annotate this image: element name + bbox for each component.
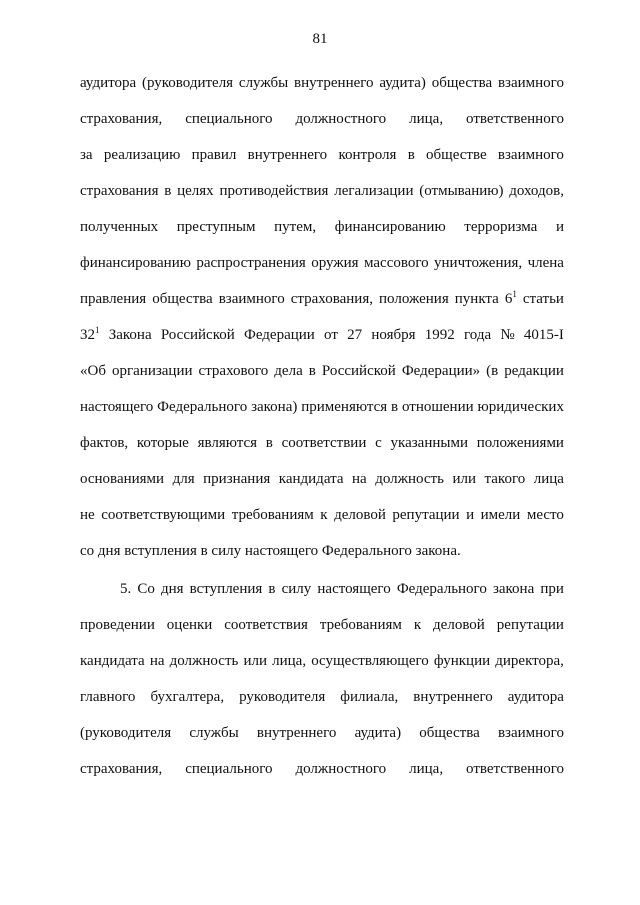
word: место [526,507,564,523]
word: общества [152,291,213,307]
word: на [352,471,367,487]
word: кандидата [80,653,145,669]
word: взаимного [497,147,564,163]
word: редакции [504,363,564,379]
word: пункта [454,291,499,307]
word: взаимного [497,725,564,741]
word: 4015-I [523,327,564,343]
word: должность [169,653,239,669]
word: имели [480,507,521,523]
word: должность [375,471,444,487]
word: 1992 [424,327,455,343]
word: правления [80,291,147,307]
word: аудита) [354,725,402,741]
word: $6^1$ [504,289,517,307]
word: и [466,507,475,523]
word: при [540,581,564,597]
word: службы [238,75,289,91]
word: 27 [347,327,363,343]
word: организации [111,363,193,379]
word: Федерального [157,399,248,415]
word: репутации [392,507,460,523]
word: специального [185,761,273,777]
word: легализации [334,183,414,199]
word: члена [527,255,564,271]
word: проведении [80,617,155,633]
word: Федерации [243,327,315,343]
word: в [268,581,276,597]
word: аудитора [80,75,137,91]
word: Российской [160,327,235,343]
text-line [80,289,564,309]
word: страхового [198,363,269,379]
word: терроризма [464,219,538,235]
word: к [320,507,328,523]
word: закона [492,581,535,597]
word: массового [364,255,429,271]
word: внутреннего [256,725,337,741]
word: филиала, [340,689,399,705]
text-line [80,217,564,237]
text-line [80,325,564,345]
word: страхования [80,183,159,199]
text-line [80,361,564,381]
word: к [413,617,422,633]
word: финансированию [80,255,191,271]
text-line [80,579,564,599]
word: бухгалтера, [150,689,225,705]
word: применяются [301,399,388,415]
word: обществе [426,147,487,163]
text-line [80,253,564,273]
word: от [324,327,338,343]
word: ответственного [466,761,564,777]
word: вступления [189,581,263,597]
word: осуществляющего [311,653,429,669]
text-line [80,759,564,779]
word: деловой [433,617,485,633]
word: преступным [176,219,256,235]
word: статьи [522,291,564,307]
word: правил [191,147,237,163]
word: юридических [477,399,564,415]
word: функции [433,653,491,669]
word: (руководителя [80,725,172,741]
word: и [555,219,564,235]
word: Закона [108,327,152,343]
word: (отмыванию) [419,183,504,199]
word: Федерации» [401,363,481,379]
word: должностного [295,111,387,127]
text-line [80,541,564,561]
word: страхования, [290,291,373,307]
text-line [80,397,564,417]
word: лица, [409,111,444,127]
word: реализацию [103,147,181,163]
word: лица, [272,653,307,669]
word: взаимного [218,291,285,307]
word: противодействия [219,183,329,199]
word: являются [197,435,258,451]
word: в [391,399,399,415]
word: доходов, [509,183,564,199]
word: не [80,507,95,523]
word: финансированию [334,219,446,235]
word: ноября [371,327,416,343]
word: на [149,653,165,669]
word: целях [177,183,214,199]
word: полученных [80,219,159,235]
word: Со [137,581,155,597]
word: дня [160,581,184,597]
word: № [500,327,515,343]
word: требованиям [319,617,402,633]
word: оружия [311,255,359,271]
word: страхования, [80,761,163,777]
word: службы [189,725,239,741]
word: лица, [409,761,444,777]
word: деловой [334,507,386,523]
word: требованиям [231,507,314,523]
word: фактов, [80,435,129,451]
word: внутреннего [413,689,493,705]
word: соответствии [281,435,367,451]
text-line [80,687,564,707]
word: (в [486,363,499,379]
word: внутреннего [247,147,328,163]
word: ответственного [466,111,564,127]
word: дела [274,363,303,379]
text-line [80,723,564,743]
word: страхования, [80,111,163,127]
word: в [308,363,316,379]
text-line [80,469,564,489]
word: основаниями [80,471,165,487]
word: с [375,435,382,451]
word: должностного [295,761,387,777]
word: положения [379,291,449,307]
word: настоящего [317,581,391,597]
word: лица [533,471,564,487]
word: репутации [496,617,564,633]
word: директора, [495,653,564,669]
word: или [452,471,477,487]
text-line [80,109,564,129]
text-line [80,181,564,201]
word: года [463,327,492,343]
text-line [80,73,564,93]
word: или [243,653,268,669]
word: в [265,435,273,451]
word: контроля [338,147,397,163]
text-line [80,505,564,525]
text-line [80,433,564,453]
word: взаимного [497,75,564,91]
word: аудита) [379,75,426,91]
word: соответствия [224,617,308,633]
word: (руководителя [141,75,234,91]
word: Федерального [396,581,487,597]
word: указанными [390,435,468,451]
word: общества [431,75,493,91]
word: оценки [166,617,213,633]
page-number: 81 [312,31,328,47]
word: положениями [476,435,564,451]
word: силу [281,581,312,597]
word: соответствующими [101,507,226,523]
word: для [172,471,195,487]
word: кандидата [278,471,344,487]
word: руководителя [239,689,326,705]
word: «Об [80,363,106,379]
word: за [80,147,93,163]
word: которые [136,435,189,451]
text-line [80,615,564,635]
word: признания [203,471,271,487]
word: внутреннего [294,75,374,91]
word: путем, [274,219,317,235]
word: 5. [120,581,132,597]
word: Российской [321,363,396,379]
word: отношении [401,399,474,415]
word: общества [419,725,480,741]
word: со дня вступления в силу настоящего Федерального закона. [80,543,461,559]
text-line [80,145,564,165]
word: настоящего [80,399,154,415]
text-line [80,651,564,671]
word: уничтожения, [434,255,523,271]
word: такого [484,471,526,487]
word: распространения [196,255,306,271]
word: в [407,147,415,163]
word: $32^1$ [80,325,100,343]
word: аудитора [507,689,564,705]
word: в [164,183,172,199]
word: специального [185,111,273,127]
word: главного [80,689,136,705]
word: закона) [251,399,298,415]
